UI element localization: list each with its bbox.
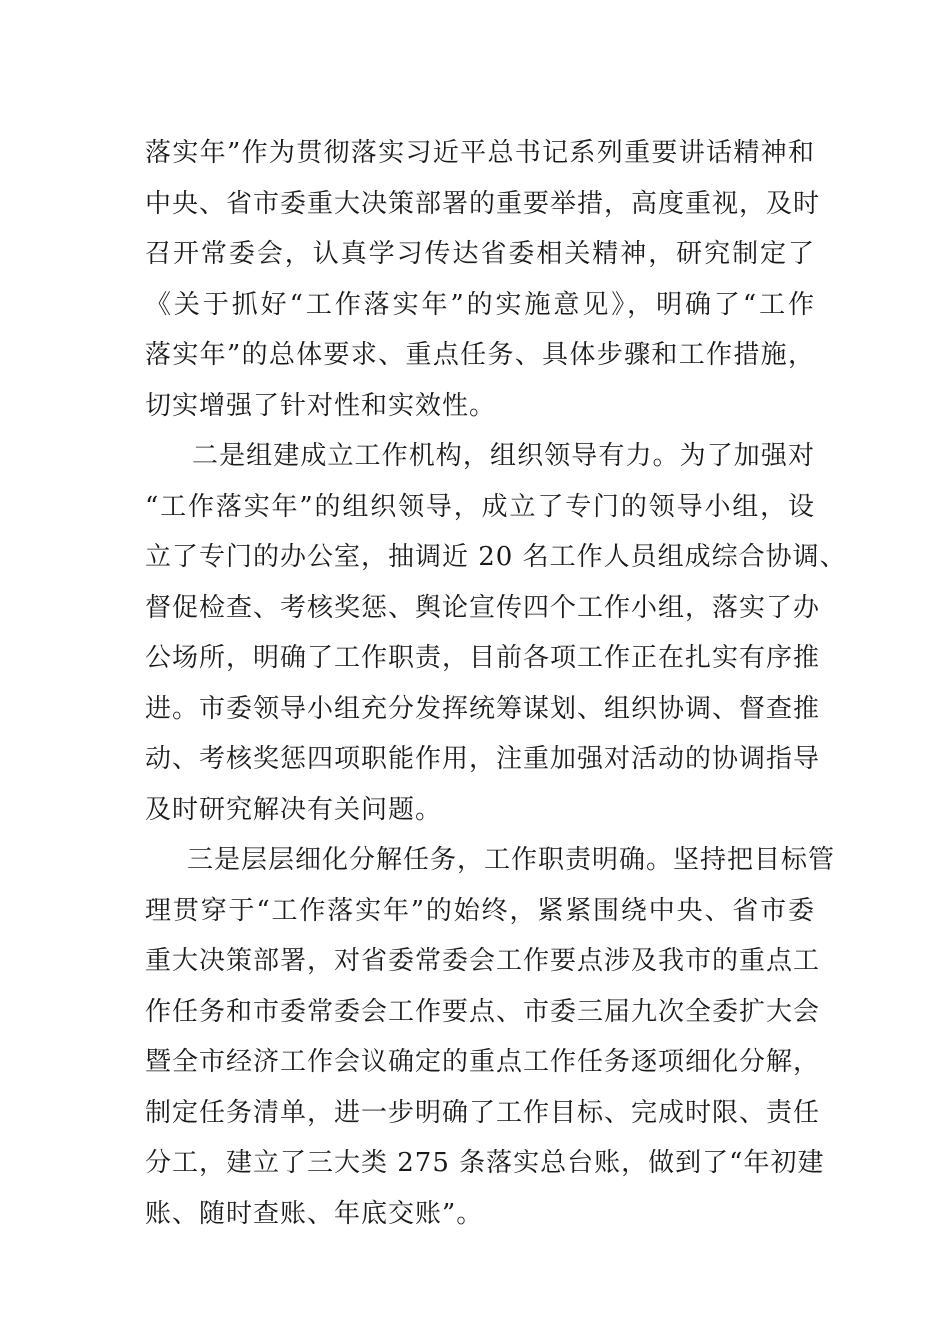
paragraph-2 — [145, 431, 847, 835]
paragraph-1 — [145, 128, 821, 431]
body-text — [145, 128, 847, 1239]
text-line: 落实年”作为贯彻落实习近平总书记系列重要讲话精神和 — [145, 138, 815, 168]
text-line: 进。市委领导小组充分发挥统筹谋划、组织协调、督查推 — [145, 693, 821, 724]
text-line: 督促检查、考核奖惩、舆论宣传四个工作小组，落实了办 — [145, 592, 821, 623]
text-line: 制定任务清单，进一步明确了工作目标、完成时限、责任 — [145, 1097, 821, 1128]
text-line: 公场所，明确了工作职责，目前各项工作正在扎实有序推 — [145, 643, 821, 673]
text-line: 作任务和市委常委会工作要点、市委三届九次全委扩大会 — [145, 996, 821, 1027]
text-line: 重大决策部署，对省委常委会工作要点涉及我市的重点工 — [145, 946, 821, 976]
text-line: 《关于抓好“工作落实年”的实施意见》，明确了“工作 — [145, 289, 815, 320]
text-line: 账、随时查账、年底交账”。 — [145, 1198, 484, 1229]
text-line: 分工，建立了三大类 275 条落实总台账，做到了“年初建 — [145, 1148, 825, 1178]
text-line: 暨全市经济工作会议确定的重点工作任务逐项细化分解， — [145, 1047, 821, 1077]
text-line: 落实年”的总体要求、重点任务、具体步骤和工作措施， — [145, 340, 815, 370]
text-line: 三是层层细化分解任务，工作职责明确。坚持把目标管 — [187, 845, 836, 875]
text-line: 及时研究解决有关问题。 — [145, 794, 443, 825]
text-line: 切实增强了针对性和实效性。 — [145, 390, 497, 421]
text-line: “工作落实年”的组织领导，成立了专门的领导小组，设 — [145, 491, 815, 522]
text-line: 立了专门的办公室，抽调近 20 名工作人员组成综合协调、 — [145, 542, 847, 572]
text-line: 召开常委会，认真学习传达省委相关精神，研究制定了 — [145, 239, 815, 269]
paragraph-3 — [145, 835, 836, 1239]
text-line: 理贯穿于“工作落实年”的始终，紧紧围绕中央、省市委 — [145, 895, 815, 926]
text-line: 二是组建成立工作机构，组织领导有力。为了加强对 — [192, 441, 815, 471]
text-line: 中央、省市委重大决策部署的重要举措，高度重视，及时 — [145, 188, 821, 219]
text-line: 动、考核奖惩四项职能作用，注重加强对活动的协调指导 — [145, 744, 821, 774]
